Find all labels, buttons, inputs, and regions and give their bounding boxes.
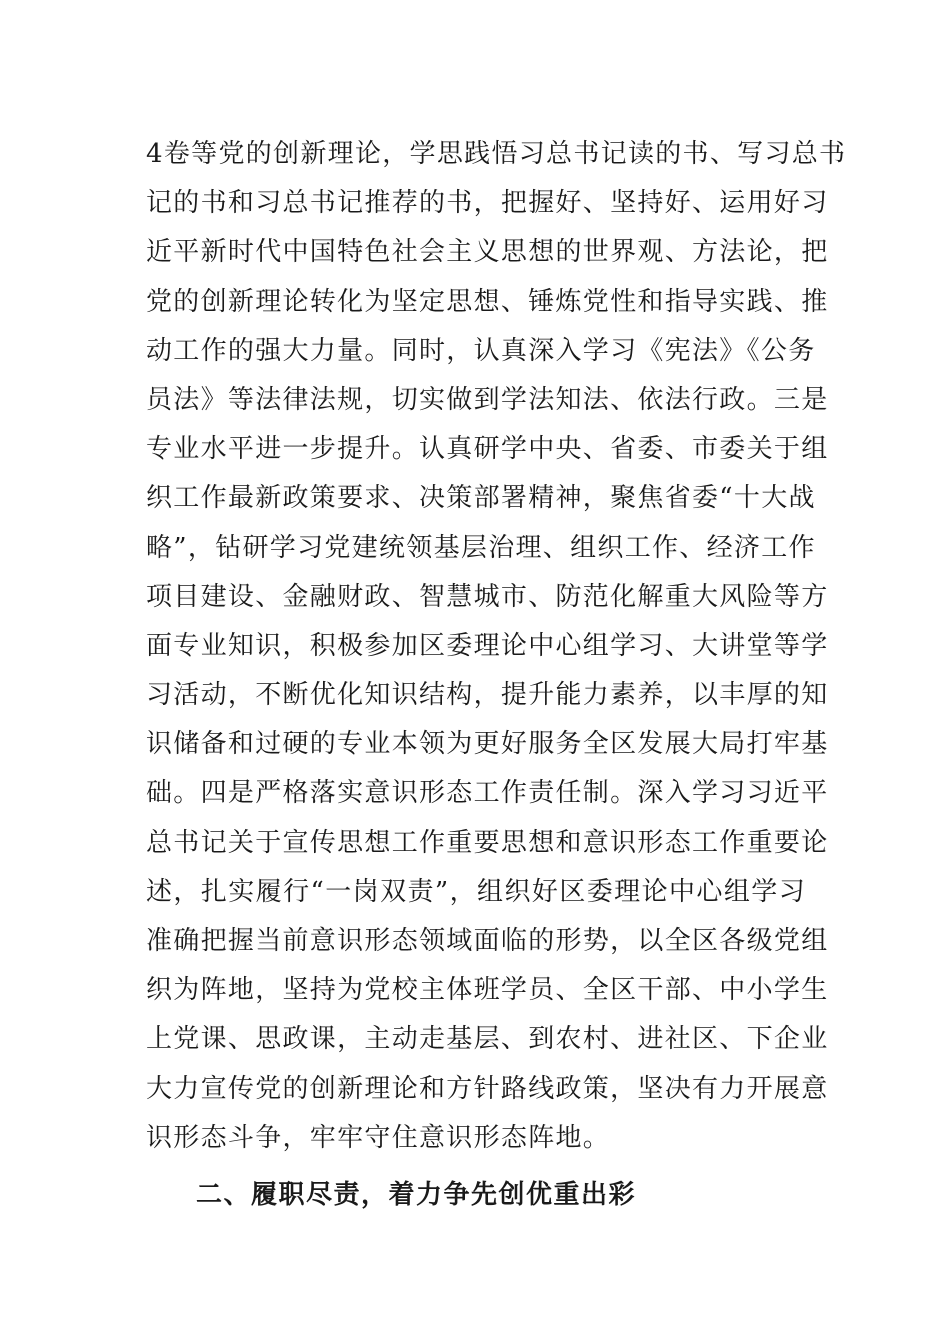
paragraph-line: 织为阵地，坚持为党校主体班学员、全区干部、中小学生 xyxy=(146,975,829,1006)
paragraph-line: 员法》等法律法规，切实做到学法知法、依法行政。三是 xyxy=(146,384,829,415)
section-heading: 二、履职尽责，着力争先创优重出彩 xyxy=(196,1180,637,1210)
paragraph-line: 总书记关于宣传思想工作重要思想和意识形态工作重要论 xyxy=(146,827,829,858)
paragraph-line: 习活动，不断优化知识结构，提升能力素养，以丰厚的知 xyxy=(146,680,829,711)
paragraph-line: 动工作的强大力量。同时，认真深入学习《宪法》《公务 xyxy=(146,335,816,366)
paragraph-line: 织工作最新政策要求、决策部署精神，聚焦省委“十大战 xyxy=(146,483,816,514)
paragraph-line: 大力宣传党的创新理论和方针路线政策，坚决有力开展意 xyxy=(146,1073,829,1104)
paragraph-line: 略”，钻研学习党建统领基层治理、组织工作、经济工作 xyxy=(146,532,816,563)
paragraph-line: 上党课、思政课，主动走基层、到农村、进社区、下企业 xyxy=(146,1024,829,1055)
paragraph-line: 党的创新理论转化为坚定思想、锤炼党性和指导实践、推 xyxy=(146,286,829,317)
body-paragraph xyxy=(146,134,847,1167)
paragraph-line: 准确把握当前意识形态领域面临的形势，以全区各级党组 xyxy=(146,926,829,956)
paragraph-line: 近平新时代中国特色社会主义思想的世界观、方法论，把 xyxy=(146,237,829,268)
paragraph-line: 述，扎实履行“一岗双责”，组织好区委理论中心组学习 xyxy=(146,876,806,907)
paragraph-line: 识形态斗争，牢牢守住意识形态阵地。 xyxy=(146,1122,611,1153)
paragraph-line: 项目建设、金融财政、智慧城市、防范化解重大风险等方 xyxy=(146,581,829,612)
paragraph-line: 4卷等党的创新理论，学思践悟习总书记读的书、写习总书 xyxy=(146,139,847,169)
paragraph-line: 识储备和过硬的专业本领为更好服务全区发展大局打牢基 xyxy=(146,729,829,760)
paragraph-line: 础。四是严格落实意识形态工作责任制。深入学习习近平 xyxy=(146,778,829,809)
paragraph-line: 面专业知识，积极参加区委理论中心组学习、大讲堂等学 xyxy=(146,630,829,661)
paragraph-line: 专业水平进一步提升。认真研学中央、省委、市委关于组 xyxy=(146,434,829,465)
paragraph-line: 记的书和习总书记推荐的书，把握好、坚持好、运用好习 xyxy=(146,188,829,219)
